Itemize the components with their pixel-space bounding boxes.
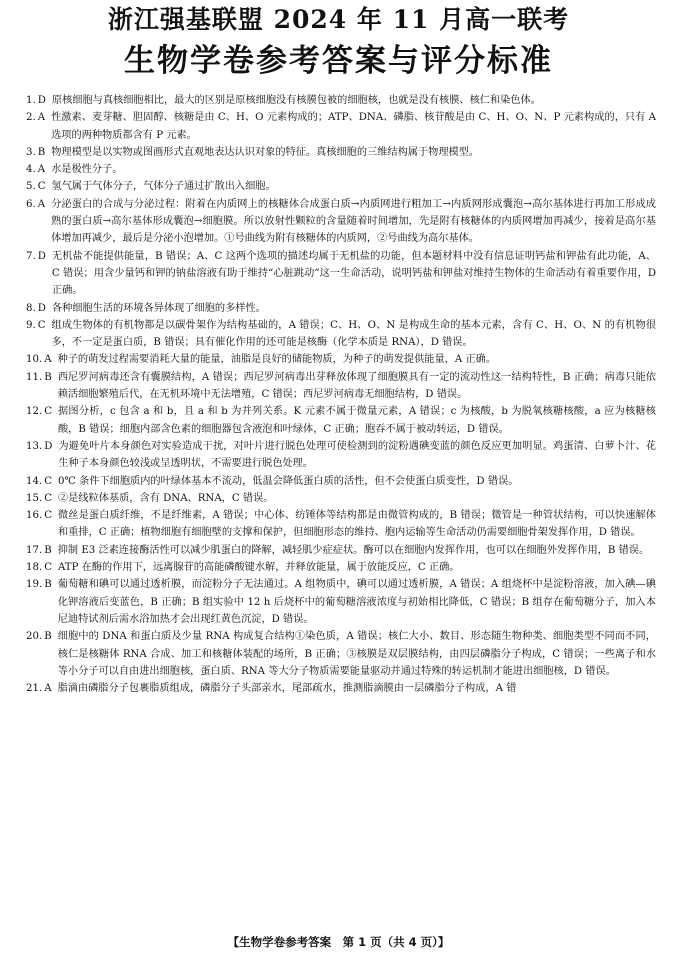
answer-number [26,628,58,680]
answer-explanation: 水是极性分子。 [51,164,123,176]
answer-explanation: 微丝是蛋白质纤维，不是纤维素，A 错误；中心体、纺锤体等结构都是由微管构成的，B 错误；微管是一种管状结构，可以快速解体和重排，C 正确；植物细胞有细胞壁的支撑和保护，但细胞形态的维持、胞内运输等生命活动仍需要细胞骨架发挥作用，D 错误。 [58,510,656,539]
question-number: 5. [26,181,36,193]
answer-item [26,438,656,473]
answer-explanation: 氢气属于气体分子，气体分子通过扩散出入细胞。 [51,181,276,193]
answer-item [26,576,656,628]
answer-letter: C [44,492,52,504]
answer-number [26,473,58,490]
answer-number [26,178,52,195]
answer-letter: D [37,95,46,106]
answer-item [26,92,656,109]
answer-item [26,369,656,404]
question-number: 12. [26,406,43,418]
question-number: 21. [26,683,43,695]
answer-letter: C [44,406,52,418]
answer-item [26,178,656,195]
answer-number [26,490,58,507]
answer-number [26,369,58,404]
answer-number [26,317,52,352]
title-line-2: 生物学卷参考答案与评分标准 [124,43,553,79]
answer-explanation: 性激素、麦芽糖、胆固醇、核糖是由 C、H、O 元素构成的；ATP、DNA、磷脂、核苷酸是由 C、H、O、N、P 元素构成的，只有 A 选项的两种物质都含有 P 元素。 [51,112,656,141]
answer-item [26,351,656,368]
answer-item [26,680,656,697]
answer-letter: D [37,250,46,262]
answer-letter: A [44,683,52,695]
answer-letter: B [37,146,46,158]
answer-number [26,403,58,438]
answer-letter: B [44,544,52,556]
answer-letter: C [44,510,52,522]
answer-number [26,438,58,473]
answer-explanation: 抑制 E3 泛素连接酶活性可以减少肌蛋白的降解，减轻肌少症症状。酶可以在细胞内发挥作用，也可以在细胞外发挥作用，B 错误。 [57,544,650,556]
answer-explanation: 葡萄糖和碘可以通过透析膜，而淀粉分子无法通过。A 组物质中，碘可以通过透析膜，A 错误；A 组烧杯中是淀粉溶液，加入碘—碘化钾溶液后变蓝色，B 正确；B 组实验中 12 h 后烧杯中的葡萄糖溶液浓度与初始相比降低，C 错误；B 组存在葡萄糖分子，加入本尼迪特试剂后需水浴加热才会出现红黄色沉淀，D 错误。 [57,579,656,625]
answer-number [26,351,58,368]
answer-number [26,300,52,317]
answer-number [26,559,58,576]
answer-item [26,248,656,300]
answer-number [26,507,58,542]
answer-explanation: 各种细胞生活的环境各异体现了细胞的多样性。 [51,302,266,314]
question-number: 20. [26,631,43,643]
question-number: 15. [26,492,43,504]
question-number: 6. [26,198,36,210]
question-number: 7. [26,250,36,262]
answer-letter: D [44,440,53,452]
answer-explanation: ②是线粒体基质，含有 DNA、RNA，C 错误。 [58,492,274,504]
answer-explanation: 物理模型是以实物或图画形式直观地表达认识对象的特征。真核细胞的三维结构属于物理模型。 [51,146,480,158]
answer-explanation: 原核细胞与真核细胞相比，最大的区别是原核细胞没有核膜包被的细胞核，也就是没有核膜、核仁和染色体。 [51,95,541,106]
answer-number [26,196,51,248]
answer-letter: B [44,631,52,643]
question-number: 17. [26,544,43,556]
question-number: 11. [26,371,43,383]
answer-letter: B [44,371,52,383]
answer-item [26,403,656,438]
answer-number [26,680,58,697]
question-number: 8. [26,302,36,314]
page-footer: 【生物学卷参考答案 第 1 页（共 4 页）】 [227,935,450,949]
title-line-1: 浙江强基联盟 2024 年 11 月高一联考 [107,5,570,34]
answer-explanation: 西尼罗河病毒还含有囊膜结构，A 错误；西尼罗河病毒出芽释放体现了细胞膜具有一定的流动性这一结构特性，B 正确；病毒只能依赖活细胞繁殖后代，在无机环境中无法增殖，C 错误；西尼罗河病毒无细胞结构，D 错误。 [57,371,656,401]
question-number: 19. [26,579,43,591]
answer-letter: A [44,354,52,366]
question-number: 4. [26,164,36,176]
question-number: 2. [26,112,36,124]
answer-item [26,300,656,317]
question-number: 14. [26,475,43,487]
question-number: 10. [26,354,43,366]
answer-letter: A [37,198,46,210]
answer-explanation: 组成生物体的有机物都是以碳骨架作为结构基础的，A 错误；C、H、O、N 是构成生命的基本元素，含有 C、H、O、N 的有机物很多，不一定是蛋白质，B 错误；具有催化作用的还可能是核酶（化学本质是 RNA），D 错误。 [51,319,656,349]
answer-explanation: 种子的萌发过程需要消耗大量的能量，油脂是良好的储能物质，为种子的萌发提供能量，A 正确。 [57,354,497,366]
answer-item [26,109,656,144]
answer-letter: A [37,112,46,124]
question-number: 1. [26,95,36,106]
answer-explanation: 0℃ 条件下细胞质内的叶绿体基本不流动，低温会降低蛋白质的活性，但不会使蛋白质变性，D 错误。 [58,475,519,487]
answer-explanation: 无机盐不能提供能量，B 错误；A、C 这两个选项的描述均属于无机盐的功能，但本题材料中没有信息证明钙盐和钾盐有此功能，A、C 错误；用含少量钙和钾的钠盐溶液有助于维持“心脏跳动”这一生命活动，说明钙盐和钾盐对维持生物体的生命活动有着重要作用，D 正确。 [51,250,656,297]
answer-explanation: 为避免叶片本身颜色对实验造成干扰，对叶片进行脱色处理可使检测到的淀粉遇碘变蓝的颜色反应更加明显。鸡蛋清、白萝卜汁、花生种子本身颜色较浅或呈透明状，不需要进行脱色处理。 [58,440,656,470]
question-number: 18. [26,562,43,574]
answer-letter: A [37,164,46,176]
answer-item [26,473,656,490]
answer-item [26,317,656,352]
answer-number [26,161,51,178]
question-number: 3. [26,146,36,158]
answer-item [26,559,656,576]
answer-item [26,490,656,507]
answer-list [26,92,656,697]
question-number: 16. [26,510,43,522]
answer-item [26,161,656,178]
answer-explanation: 分泌蛋白的合成与分泌过程：附着在内质网上的核糖体合成蛋白质→内质网进行粗加工→内质网形成囊泡→高尔基体进行再加工形成成熟的蛋白质→高尔基体形成囊泡→细胞膜。所以放射性颗粒的含量随着时间增加，先是附有核糖体的内质网增加再减少，接着是高尔基体增加再减少，最后是分泌小泡增加。①号曲线为附有核糖体的内质网，②号曲线为高尔基体。 [51,198,656,245]
answer-letter: B [44,579,52,591]
answer-explanation: ATP 在酶的作用下，远离腺苷的高能磷酸键水解，并释放能量，属于放能反应，C 正确。 [58,562,460,574]
question-number: 13. [26,440,43,452]
answer-number [26,109,51,144]
answer-explanation: 据图分析，c 包含 a 和 b，且 a 和 b 为并列关系。K 元素不属于微量元素，A 错误；c 为核酸，b 为脱氧核糖核酸，a 应为核糖核酸，B 错误；细胞内部含色素的细胞器包含液泡和叶绿体，C 正确；胞吞不属于被动转运，D 错误。 [58,406,656,435]
answer-item [26,542,656,559]
question-number: 9. [26,319,36,331]
answer-number [26,542,58,559]
answer-letter: C [44,562,52,574]
answer-number [26,92,52,109]
answer-letter: C [37,319,46,331]
answer-letter: D [37,302,46,314]
answer-item [26,144,656,161]
answer-letter: C [37,181,46,193]
answer-item [26,196,656,248]
answer-letter: C [44,475,52,487]
answer-item [26,507,656,542]
answer-item [26,628,656,680]
answer-number [26,248,52,300]
answer-number [26,576,58,628]
answer-explanation: 脂滴由磷脂分子包裹脂质组成，磷脂分子头部亲水，尾部疏水，推测脂滴膜由一层磷脂分子构成，A 错 [57,683,517,695]
answer-explanation: 细胞中的 DNA 和蛋白质及少量 RNA 构成复合结构①染色质，A 错误；核仁大小、数目、形态随生物种类、细胞类型不同而不同，核仁是核糖体 RNA 合成、加工和核糖体装配的场所，B 正确；③核膜是双层膜结构，由四层磷脂分子构成，C 错误；一些离子和水等小分子可以自由进出细胞核，蛋白质、RNA 等大分子物质需要能量驱动并通过特殊的转运机制才能进出细胞核，D 错误。 [57,631,656,677]
answer-number [26,144,51,161]
